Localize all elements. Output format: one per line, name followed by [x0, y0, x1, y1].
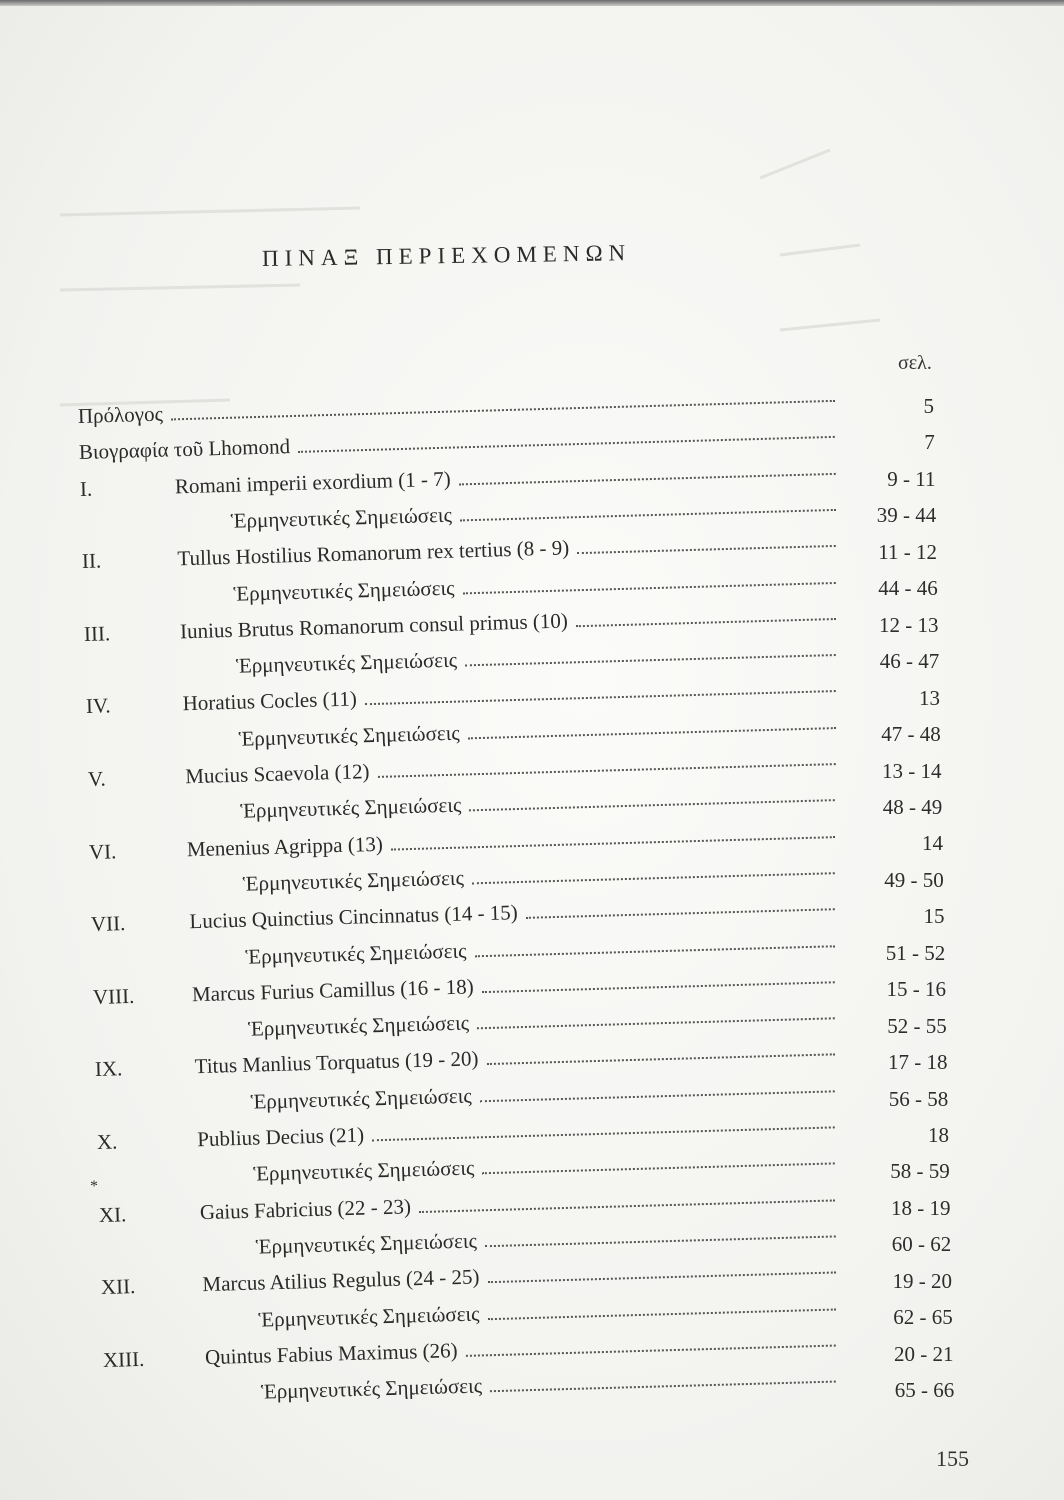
entry-label: Menenius Agrippa (13) [186, 831, 384, 861]
dot-leader [482, 979, 835, 993]
entry-page: 13 [919, 685, 940, 710]
entry-page: 7 [924, 430, 935, 455]
chapter-number: XI. [98, 1201, 127, 1227]
chapter-number: V. [87, 766, 106, 791]
entry-label: Ἑρμηνευτικές Σημειώσεις [247, 1010, 470, 1041]
entry-page: 51 - 52 [885, 940, 946, 965]
entry-page: 17 - 18 [888, 1050, 948, 1075]
entry-page: 9 - 11 [887, 466, 936, 491]
entry-page: 18 - 19 [891, 1195, 951, 1220]
dot-leader [485, 1233, 835, 1247]
entry-label: Ἑρμηνευτικές Σημειώσεις [235, 647, 457, 678]
dot-leader [487, 1052, 836, 1066]
entry-label: Πρόλογος [77, 401, 164, 428]
entry-page: 52 - 55 [887, 1013, 947, 1038]
entry-page: 56 - 58 [888, 1086, 949, 1111]
entry-page: 44 - 46 [878, 576, 938, 601]
dot-leader [577, 543, 835, 554]
dot-leader [475, 943, 835, 957]
dot-leader [372, 1124, 835, 1141]
entry-page: 12 - 13 [879, 612, 939, 637]
chapter-number: I. [79, 476, 93, 501]
entry-page: 11 - 12 [878, 539, 937, 564]
dot-leader [465, 652, 835, 666]
entry-page: 62 - 65 [893, 1305, 953, 1330]
entry-label: Ἑρμηνευτικές Σημειώσεις [245, 938, 468, 969]
entry-label: Quintus Fabius Maximus (26) [204, 1337, 458, 1369]
dot-leader [472, 870, 835, 884]
chapter-number: VIII. [92, 983, 135, 1009]
dot-leader [470, 797, 835, 811]
entry-label: Ἑρμηνευτικές Σημειώσεις [240, 792, 462, 824]
entry-page: 20 - 21 [894, 1341, 954, 1366]
entry-page: 39 - 44 [876, 503, 937, 528]
entry-label: Titus Manlius Torquatus (19 - 20) [194, 1046, 479, 1079]
chapter-number: XII. [100, 1274, 136, 1300]
entry-label: Horatius Cocles (11) [181, 686, 357, 716]
dot-leader [460, 507, 835, 521]
chapter-number: VII. [90, 911, 126, 937]
entry-label: Ἑρμηνευτικές Σημειώσεις [242, 865, 465, 896]
entry-label: Ἑρμηνευτικές Σημειώσεις [255, 1228, 478, 1259]
entry-label: Ἑρμηνευτικές Σημειώσεις [232, 575, 455, 606]
entry-label: Ἑρμηνευτικές Σημειώσεις [257, 1300, 480, 1332]
entry-label: Ἑρμηνευτικές Σημειώσεις [237, 720, 460, 751]
entry-label: Ἑρμηνευτικές Σημειώσεις [260, 1373, 482, 1404]
entry-label: Tullus Hostilius Romanorum rex tertius (8 - 9) [176, 535, 570, 571]
margin-mark: * [90, 1178, 98, 1195]
dot-leader [298, 434, 835, 453]
entry-page: 13 - 14 [882, 758, 942, 783]
entry-label: Ἑρμηνευτικές Σημειώσεις [252, 1155, 475, 1186]
entry-page: 14 [922, 831, 943, 856]
entry-page: 65 - 66 [894, 1378, 955, 1403]
toc-title: ΠΙΝΑΞ ΠΕΡΙΕΧΟΜΕΝΩΝ [261, 240, 632, 271]
chapter-number: IX. [94, 1056, 123, 1082]
entry-label: Mucius Scaevola (12) [184, 759, 370, 789]
entry-page: 46 - 47 [879, 649, 940, 674]
dot-leader [364, 688, 835, 705]
entry-label: Iunius Brutus Romanorum consul primus (10) [179, 608, 568, 644]
entry-page: 19 - 20 [892, 1268, 952, 1293]
dot-leader [171, 398, 835, 421]
entry-label: Marcus Furius Camillus (16 - 18) [191, 974, 475, 1007]
dot-leader [576, 616, 836, 627]
dot-leader [465, 1342, 835, 1356]
entry-page: 15 [923, 904, 945, 929]
entry-page: 47 - 48 [881, 722, 941, 747]
entry-label: Ἑρμηνευτικές Σημειώσεις [230, 502, 453, 533]
dot-leader [482, 1161, 835, 1175]
entry-label: Gaius Fabricius (22 - 23) [199, 1193, 412, 1224]
entry-page: 48 - 49 [882, 794, 943, 819]
entry-label: Lucius Quinctius Cincinnatus (14 - 15) [189, 900, 519, 934]
entry-label: Ἑρμηνευτικές Σημειώσεις [250, 1083, 473, 1114]
entry-label: Romani imperii exordium (1 - 7) [174, 466, 451, 498]
dot-leader [490, 1379, 835, 1393]
dot-leader [487, 1270, 835, 1284]
page-column-label: σελ. [898, 352, 932, 374]
chapter-number: VI. [88, 838, 118, 864]
dot-leader [526, 906, 835, 919]
dot-leader [487, 1306, 835, 1320]
chapter-number: IV. [85, 693, 111, 719]
dot-leader [459, 470, 836, 485]
dot-leader [377, 761, 835, 778]
chapter-number: XIII. [102, 1346, 145, 1372]
dot-leader [391, 834, 835, 850]
chapter-number: III. [83, 621, 111, 646]
dot-leader [477, 1015, 835, 1029]
dot-leader [462, 579, 835, 593]
dot-leader [419, 1197, 835, 1213]
entry-page: 60 - 62 [891, 1232, 952, 1257]
dot-leader [480, 1088, 835, 1102]
entry-page: 49 - 50 [884, 867, 944, 892]
entry-page: 5 [923, 394, 934, 418]
entry-label: Publius Decius (21) [196, 1122, 365, 1152]
entry-page: 58 - 59 [890, 1159, 950, 1184]
entry-page: 15 - 16 [886, 977, 946, 1002]
entry-label: Βιογραφία τοῦ Lhomond [78, 434, 291, 465]
scan-edge [0, 0, 1064, 6]
page-number: 155 [936, 1446, 969, 1471]
dot-leader [467, 725, 835, 739]
chapter-number: II. [81, 548, 102, 574]
chapter-number: X. [96, 1129, 118, 1154]
entry-label: Marcus Atilius Regulus (24 - 25) [201, 1264, 480, 1297]
entry-page: 18 [928, 1123, 949, 1147]
